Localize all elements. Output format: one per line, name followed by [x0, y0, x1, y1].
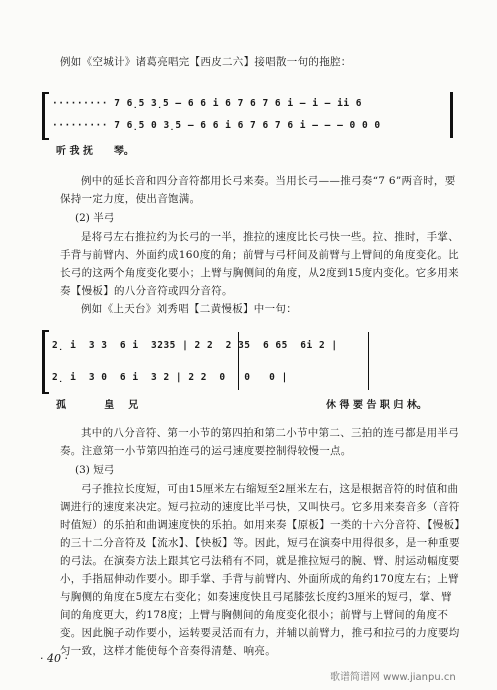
watermark: 歌谱简谱网 www.jianpu.cn [330, 672, 456, 683]
page-number: · 40 · [40, 652, 68, 665]
score-barline [368, 332, 369, 390]
score-upper-staff: ········· 7 6̣5 3̣5 – 6 6 i 6 7 6 7 6 i – i – ii 6 [52, 98, 362, 109]
score-barline [238, 332, 239, 390]
intro-text-1: 例如《空城计》诸葛亮唱完【西皮二六】接唱散一句的拖腔： [60, 56, 352, 68]
paragraph-1: 例中的延长音和四分音符都用长弓来奏。当用长弓——推弓奏“7 6”两音时，要保持一定力度，使出音饱满。 [60, 175, 456, 205]
score-lyrics: 听 我 抚 琴。 [56, 146, 134, 157]
score-example-2 [42, 330, 462, 410]
section-heading-half-bow: (2) 半弓 [75, 212, 115, 224]
score-upper-staff: 2̣ i 3 3 6 i 3235 | 2 2 2 35 6 65 6i 2 | [52, 340, 338, 351]
score-example-1 [42, 92, 462, 157]
score-bracket [42, 330, 49, 394]
score-bracket [42, 92, 49, 140]
score-lower-staff: ········· 7 6̣5 0 3̣5 – 6 6 i 6 7 6 7 6 i – – – 0 0 0 [52, 120, 381, 131]
intro-text-2: 例如《上天台》刘秀唱【二黄慢板】中一句： [81, 303, 297, 315]
paragraph-3: 其中的八分音符、第一小节的第四拍和第二小节中第二、三拍的连弓都是用半弓奏。注意第一小节第四拍连弓的运弓速度要控制得较慢一点。 [60, 427, 459, 457]
score-end-barline [450, 92, 453, 138]
score-lower-staff: 2̣ i 3 0 6 i 3 2 | 2 2 0 0 0 | [52, 372, 288, 383]
score-lyrics-left: 孤 皇 兄 [56, 400, 139, 411]
score-lyrics-right: 休 得 要 告 职 归 林。 [326, 400, 427, 411]
paragraph-2: 是将弓左右推拉约为长弓的一半，推拉的速度比长弓快一些。拉、推时，手掌、手背与前臂内、外面约成160度的角；前臂与弓杆间及前臂与上臂间的角度变化。比长弓的这两个角度变化要小；上臂与胸侧间的角度，从2度到15度内变化。它多用来奏【慢板】的八分音符或四分音符。 [60, 231, 459, 297]
section-heading-short-bow: (3) 短弓 [75, 464, 115, 476]
paragraph-4: 弓子推拉长度短，可由15厘米左右缩短至2厘米左右，这是根据音符的时值和曲调进行的速度来决定。短弓拉动的速度比半弓快，又叫快弓。它多用来奏音多（音符时值短）的乐拍和曲调速度快的乐拍。如用来奏【原板】一类的十六分音符、【慢板】的三十二分音符及【流水】、【快板】等。因此，短弓在演奏中用得很多，是一种重要的弓法。在演奏方法上跟其它弓法稍有不同，就是推拉短弓的腕、臂、肘运动幅度要小，手指屈伸动作要小。即手掌、手背与前臂内、外面所成的角约170度左右；上臂与胸侧的角度在5度左右变化；如奏速度快且弓尾膝弦长度约3厘米的短弓，掌、臂间的角度更大，约178度；上臂与胸侧间的角度变化很小；前臂与上臂间的角度不变。因此腕子动作要小，运转要灵活而有力，并辅以前臂力，推弓和拉弓的力度要均匀一致，这样才能使每个音奏得清楚、响亮。 [60, 483, 460, 657]
